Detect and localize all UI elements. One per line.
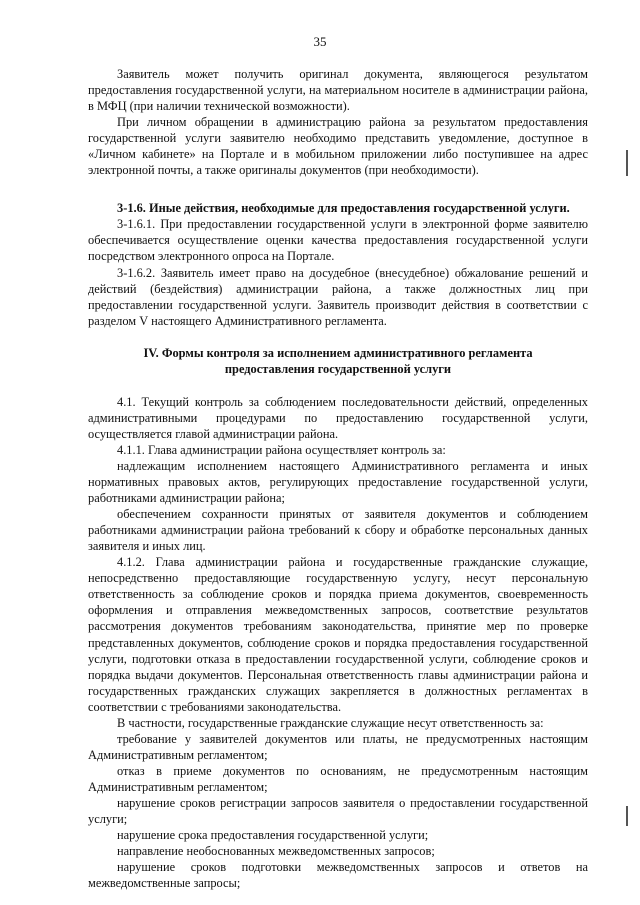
paragraph-4-1-2: 4.1.2. Глава администрации района и государственные гражданские служащие, непосредственно предоставляющие государственную услугу, несут персональную ответственность за соблюдение сроков и порядка приема документов, своевременность оформления и отправления межведомственных запросов, соответствие результатов рассмотрения документов требованиям законодательства, принятие мер по проверке представленных документов, соблюдение сроков и порядка предоставления государственной услуги, подготовки отказа в предоставлении государственной услуги, соблюдение сроков и порядка выдачи документов. Персональная ответственность главы администрации района и государственных гражданских служащих закрепляется в должностных регламентах в соответствии с требованиями законодательства. xyxy=(88,555,588,714)
section-heading-iv-line-2: предоставления государственной услуги xyxy=(224,361,452,376)
list-item-unjustified-requests: направление необоснованных межведомственных запросов; xyxy=(117,844,435,859)
scan-edge-mark-top xyxy=(626,150,628,176)
paragraph-personal-visit: При личном обращении в администрацию района за результатом предоставления государственной услуги заявителю необходимо представить уведомление, доступное в «Личном кабинете» на Портале и в мобильном приложении либо поступившее на адрес электронной почты, а также оригиналы документов (при необходимости). xyxy=(88,115,588,178)
list-item-refusal: отказ в приеме документов по основаниям, не предусмотренным настоящим Административным регламентом; xyxy=(88,763,588,794)
paragraph-original-document: Заявитель может получить оригинал документа, являющегося результатом предоставления государственной услуги, на материальном носителе в администрации района, в МФЦ (при наличии технической возможности). xyxy=(88,67,588,114)
paragraph-document-safety: обеспечением сохранности принятых от заявителя документов и соблюдением работниками администрации района требований к сбору и обработке персональных данных заявителя и иных лиц. xyxy=(88,507,588,554)
list-item-registration-terms: нарушение сроков регистрации запросов заявителя о предоставлении государственной услуги; xyxy=(88,795,588,827)
section-heading-iv xyxy=(88,345,588,377)
section-heading-3-1-6: 3-1.6. Иные действия, необходимые для предоставления государственной услуги. xyxy=(117,201,570,216)
paragraph-4-1: 4.1. Текущий контроль за соблюдением последовательности действий, определенных административными процедурами по предоставлению государственной услуги, осуществляется главой администрации района. xyxy=(88,394,588,441)
paragraph-3-1-6-2: 3-1.6.2. Заявитель имеет право на досудебное (внесудебное) обжалование решений и действий (бездействия) администрации района, а также должностных лиц при предоставлении государственной услуги. Заявитель производит действия в соответствии с разделом V настоящего Административного регламента. xyxy=(88,265,588,328)
document-body xyxy=(88,66,588,891)
scan-edge-mark-bottom xyxy=(626,806,628,826)
paragraph-4-1-1: 4.1.1. Глава администрации района осуществляет контроль за: xyxy=(117,442,446,457)
list-item-document-requirement: требование у заявителей документов или платы, не предусмотренных настоящим Административным регламентом; xyxy=(88,731,588,762)
list-item-request-preparation: нарушение сроков подготовки межведомственных запросов и ответов на межведомственные запросы; xyxy=(88,860,588,891)
section-heading-iv-line-1: IV. Формы контроля за исполнением административного регламента xyxy=(143,345,533,360)
list-item-service-term: нарушение срока предоставления государственной услуги; xyxy=(117,828,429,843)
page-number: 35 xyxy=(313,34,327,49)
paragraph-proper-execution: надлежащим исполнением настоящего Административного регламента и иных нормативных правовых актов, регулирующих предоставление государственной услуги, работниками администрации района; xyxy=(88,458,588,506)
paragraph-responsibility-intro: В частности, государственные гражданские служащие несут ответственность за: xyxy=(117,715,544,730)
paragraph-3-1-6-1: 3-1.6.1. При предоставлении государственной услуги в электронной форме заявителю обеспечивается осуществление оценки качества предоставления государственной услуги посредством электронного опроса на Портале. xyxy=(88,217,588,264)
